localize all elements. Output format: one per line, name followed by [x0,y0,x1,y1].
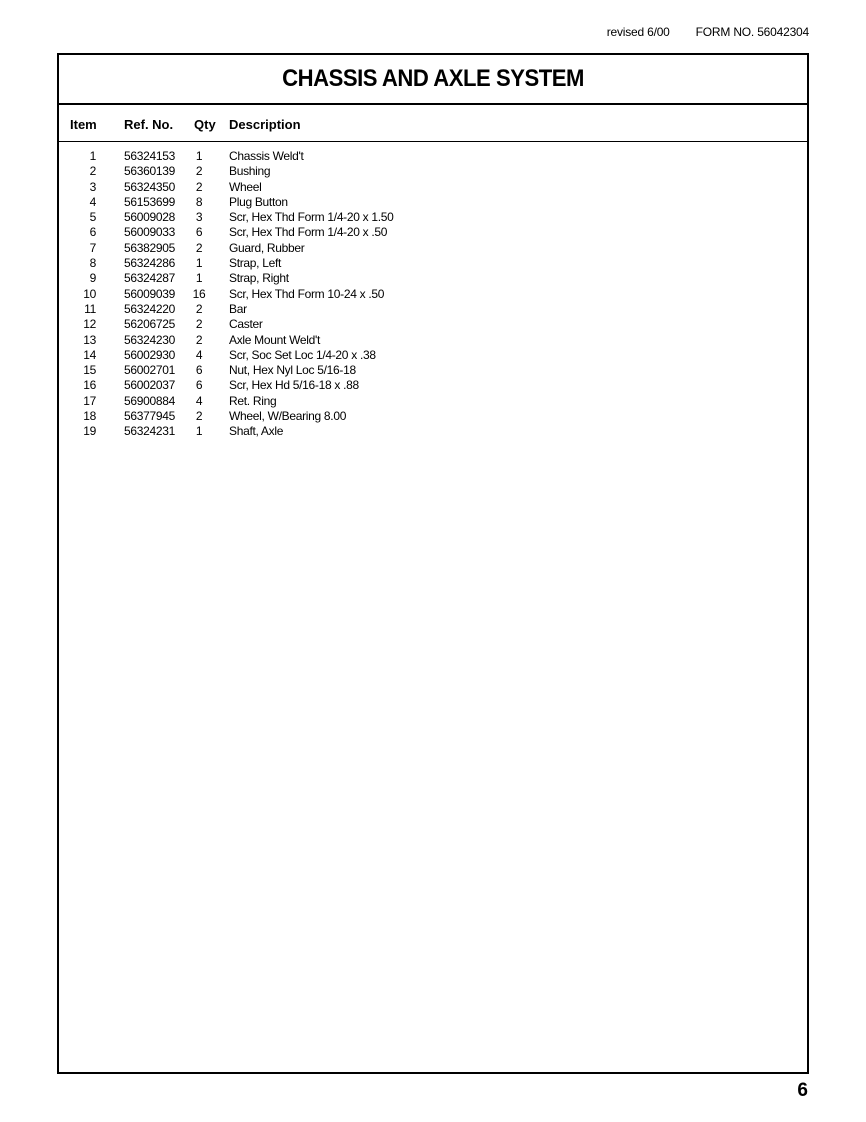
cell-item: 16 [83,378,96,393]
cell-qty: 3 [195,210,203,225]
table-row [59,317,807,332]
cell-item: 11 [84,301,96,316]
cell-qty: 1 [195,271,203,286]
cell-item: 5 [89,210,96,225]
title-bar [59,55,807,105]
table-row [59,348,807,363]
cell-description: Scr, Soc Set Loc 1/4-20 x .38 [229,347,376,362]
cell-ref-no: 56377945 [124,409,175,424]
column-header-qty: Qty [194,117,216,132]
cell-description: Axle Mount Weld't [229,332,321,347]
cell-description: Scr, Hex Thd Form 1/4-20 x 1.50 [229,210,394,225]
cell-qty: 2 [195,317,203,332]
cell-description: Bar [229,301,247,316]
table-row [59,287,807,302]
cell-ref-no: 56324230 [124,332,175,347]
cell-qty: 6 [195,378,203,393]
column-header-ref-no: Ref. No. [124,117,174,132]
cell-ref-no: 56002930 [124,347,175,362]
cell-item: 15 [83,363,96,378]
cell-ref-no: 56002701 [124,363,175,378]
cell-ref-no: 56009039 [124,286,175,301]
cell-item: 13 [83,332,96,347]
table-row [59,333,807,348]
cell-item: 2 [89,164,96,179]
cell-ref-no: 56002037 [124,378,175,393]
cell-item: 8 [89,256,96,271]
page-title: CHASSIS AND AXLE SYSTEM [282,65,584,92]
column-header-item: Item [70,117,97,132]
table-row [59,378,807,393]
cell-qty: 6 [195,225,203,240]
page-number: 6 [797,1080,808,1101]
cell-qty: 2 [195,179,203,194]
cell-description: Nut, Hex Nyl Loc 5/16-18 [229,363,356,378]
column-header-row [59,105,807,142]
cell-description: Wheel [229,179,262,194]
table-row [59,363,807,378]
cell-qty: 2 [195,164,203,179]
cell-item: 1 [89,149,96,163]
table-row [59,180,807,195]
table-row [59,409,807,424]
cell-ref-no: 56324153 [124,149,175,163]
cell-description: Caster [229,317,263,332]
cell-description: Guard, Rubber [229,240,305,255]
table-row [59,210,807,225]
cell-description: Ret. Ring [229,393,277,408]
cell-ref-no: 56009033 [124,225,175,240]
cell-description: Scr, Hex Hd 5/16-18 x .88 [229,378,359,393]
cell-ref-no: 56324220 [124,301,175,316]
cell-qty: 2 [195,332,203,347]
table-row [59,424,807,439]
cell-qty: 1 [195,256,203,271]
cell-item: 12 [83,317,96,332]
cell-ref-no: 56382905 [124,240,175,255]
table-row [59,256,807,271]
table-row [59,271,807,286]
revision-date: revised 6/00 [606,25,670,39]
cell-qty: 1 [195,149,203,163]
cell-description: Shaft, Axle [229,424,284,439]
cell-description: Scr, Hex Thd Form 10-24 x .50 [229,286,385,301]
cell-qty: 2 [195,240,203,255]
cell-ref-no: 56324286 [124,256,175,271]
cell-qty: 16 [192,286,206,301]
parts-list-frame [57,53,809,1074]
cell-ref-no: 56324287 [124,271,175,286]
cell-ref-no: 56900884 [124,393,175,408]
cell-description: Strap, Right [229,271,289,286]
cell-ref-no: 56360139 [124,164,175,179]
cell-item: 19 [83,424,96,439]
cell-description: Strap, Left [229,256,282,271]
cell-item: 7 [89,240,96,255]
cell-description: Plug Button [229,194,288,209]
document-header-meta [607,25,809,39]
cell-ref-no: 56324231 [124,424,175,439]
cell-qty: 4 [195,393,203,408]
table-row [59,225,807,240]
table-row [59,164,807,179]
cell-item: 18 [83,409,96,424]
table-row [59,149,807,164]
cell-item: 17 [83,393,96,408]
cell-qty: 2 [195,409,203,424]
cell-description: Bushing [229,164,271,179]
column-header-description: Description [229,117,301,132]
cell-item: 9 [89,271,96,286]
cell-ref-no: 56324350 [124,179,175,194]
cell-item: 10 [83,286,96,301]
parts-table-body [59,149,807,440]
form-number: FORM NO. 56042304 [695,25,809,39]
cell-item: 6 [89,225,96,240]
cell-qty: 8 [195,194,203,209]
cell-ref-no: 56009028 [124,210,175,225]
cell-description: Wheel, W/Bearing 8.00 [229,409,347,424]
cell-qty: 4 [195,347,203,362]
cell-item: 4 [89,194,96,209]
cell-description: Scr, Hex Thd Form 1/4-20 x .50 [229,225,388,240]
cell-item: 14 [83,347,96,362]
table-row [59,195,807,210]
table-row [59,241,807,256]
table-row [59,394,807,409]
cell-qty: 6 [195,363,203,378]
table-row [59,302,807,317]
cell-item: 3 [89,179,96,194]
cell-qty: 1 [195,424,203,439]
cell-description: Chassis Weld't [229,149,304,163]
cell-qty: 2 [195,301,203,316]
cell-ref-no: 56153699 [124,194,175,209]
cell-ref-no: 56206725 [124,317,175,332]
